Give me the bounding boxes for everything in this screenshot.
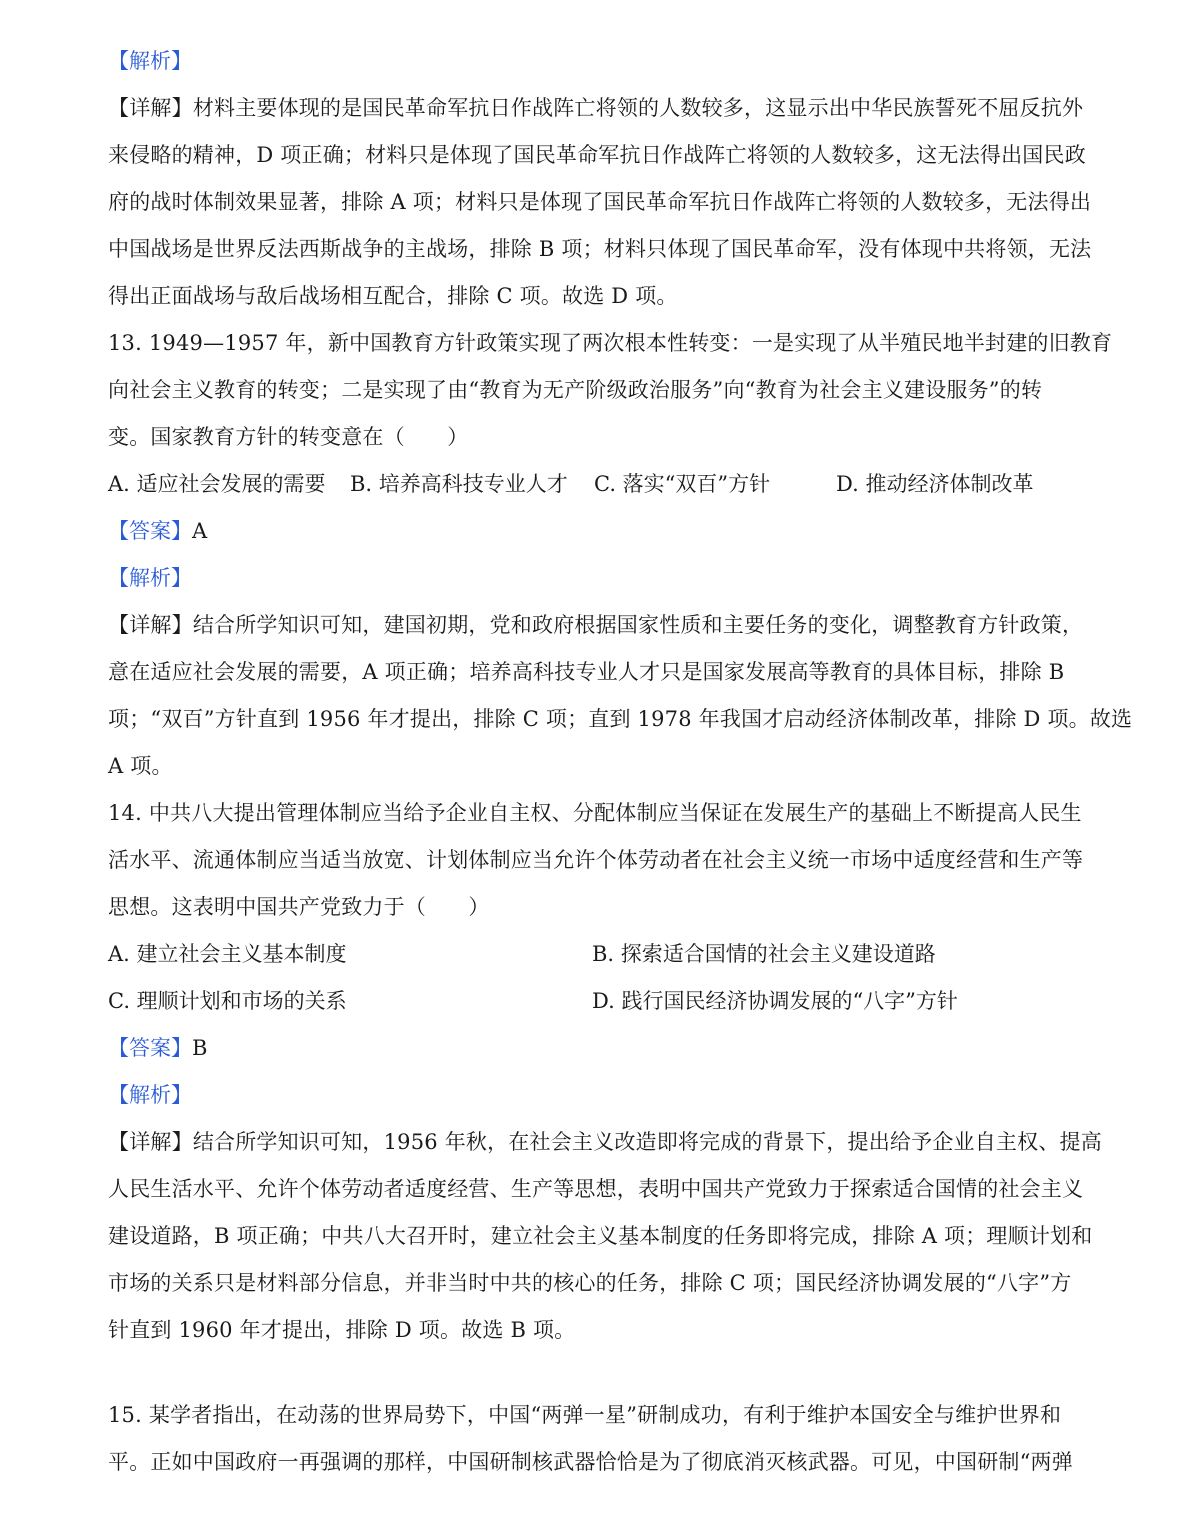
detail-tag: 【详解】 xyxy=(108,1130,193,1154)
q13-option-a: A. 适应社会发展的需要 xyxy=(108,472,326,496)
answer-value: A xyxy=(192,519,208,543)
q14-option-b: B. 探索适合国情的社会主义建设道路 xyxy=(592,942,936,966)
q13-answer xyxy=(108,508,1088,555)
answer-tag: 【答案】 xyxy=(108,519,192,543)
q14-answer xyxy=(108,1025,1088,1072)
analysis-tag: 【解析】 xyxy=(108,1083,192,1107)
q13-options xyxy=(108,461,1088,508)
detail-tag: 【详解】 xyxy=(108,96,193,120)
detail-tag: 【详解】 xyxy=(108,613,193,637)
q13-stem-line: 13. 1949—1957 年，新中国教育方针政策实现了两次根本性转变：一是实现了从半殖民地半封建的旧教育 xyxy=(108,331,1113,355)
q14-option-c: C. 理顺计划和市场的关系 xyxy=(108,989,347,1013)
analysis-tag: 【解析】 xyxy=(108,566,192,590)
q12-detail-line: 来侵略的精神，D 项正确；材料只是体现了国民革命军抗日作战阵亡将领的人数较多，这无法得出国民政 xyxy=(108,143,1086,167)
answer-tag: 【答案】 xyxy=(108,1036,192,1060)
q14-options-row-2 xyxy=(108,978,1088,1025)
q13-stem-line: 向社会主义教育的转变；二是实现了由“教育为无产阶级政治服务”向“教育为社会主义建设服务”的转 xyxy=(108,378,1043,402)
q14-option-a: A. 建立社会主义基本制度 xyxy=(108,942,347,966)
q12-analysis-heading xyxy=(108,38,1088,85)
q14-detail-line: 针直到 1960 年才提出，排除 D 项。故选 B 项。 xyxy=(108,1318,576,1342)
q13-analysis-heading xyxy=(108,555,1088,602)
q13-detail-line: 意在适应社会发展的需要，A 项正确；培养高科技专业人才只是国家发展高等教育的具体目标，排除 B xyxy=(108,660,1065,684)
q14-analysis-heading xyxy=(108,1072,1088,1119)
q12-detail-line: 得出正面战场与敌后战场相互配合，排除 C 项。故选 D 项。 xyxy=(108,284,678,308)
q13-detail-line: 项；“双百”方针直到 1956 年才提出，排除 C 项；直到 1978 年我国才启动经济体制改革，排除 D 项。故选 xyxy=(108,707,1133,731)
q14-detail-line: 【详解】结合所学知识可知，1956 年秋，在社会主义改造即将完成的背景下，提出给予企业自主权、提高 xyxy=(108,1130,1102,1154)
q14-options-row-1 xyxy=(108,931,1088,978)
q12-detail-line: 中国战场是世界反法西斯战争的主战场，排除 B 项；材料只体现了国民革命军，没有体现中共将领，无法 xyxy=(108,237,1092,261)
q12-detail-line: 府的战时体制效果显著，排除 A 项；材料只是体现了国民革命军抗日作战阵亡将领的人数较多，无法得出 xyxy=(108,190,1092,214)
q14-option-d: D. 践行国民经济协调发展的“八字”方针 xyxy=(592,989,958,1013)
q14-stem-line: 思想。这表明中国共产党致力于（ ） xyxy=(108,895,490,919)
q14-detail-line: 建设道路，B 项正确；中共八大召开时，建立社会主义基本制度的任务即将完成，排除 A 项；理顺计划和 xyxy=(108,1224,1093,1248)
spacer xyxy=(108,1354,1088,1392)
q15-stem-line: 平。正如中国政府一再强调的那样，中国研制核武器恰恰是为了彻底消灭核武器。可见，中国研制“两弹 xyxy=(108,1450,1073,1474)
q13-option-b: B. 培养高科技专业人才 xyxy=(350,472,568,496)
q13-option-d: D. 推动经济体制改革 xyxy=(836,472,1034,496)
q13-detail-line: 【详解】结合所学知识可知，建国初期，党和政府根据国家性质和主要任务的变化，调整教育方针政策， xyxy=(108,613,1084,637)
q13-detail-line: A 项。 xyxy=(108,754,173,778)
q15-stem-line: 15. 某学者指出，在动荡的世界局势下，中国“两弹一星”研制成功，有利于维护本国安全与维护世界和 xyxy=(108,1403,1062,1427)
q14-stem-line: 14. 中共八大提出管理体制应当给予企业自主权、分配体制应当保证在发展生产的基础上不断提高人民生 xyxy=(108,801,1082,825)
q14-detail-line: 市场的关系只是材料部分信息，并非当时中共的核心的任务，排除 C 项；国民经济协调发展的“八字”方 xyxy=(108,1271,1072,1295)
q14-detail-line: 人民生活水平、允许个体劳动者适度经营、生产等思想，表明中国共产党致力于探索适合国情的社会主义 xyxy=(108,1177,1084,1201)
answer-value: B xyxy=(192,1036,208,1060)
analysis-tag: 【解析】 xyxy=(108,49,192,73)
document-page xyxy=(108,38,1133,1486)
q13-option-c: C. 落实“双百”方针 xyxy=(594,472,771,496)
q14-stem-line: 活水平、流通体制应当适当放宽、计划体制应当允许个体劳动者在社会主义统一市场中适度经营和生产等 xyxy=(108,848,1084,872)
q12-detail-line: 【详解】材料主要体现的是国民革命军抗日作战阵亡将领的人数较多，这显示出中华民族誓死不屈反抗外 xyxy=(108,96,1084,120)
q13-stem-line: 变。国家教育方针的转变意在（ ） xyxy=(108,425,469,449)
